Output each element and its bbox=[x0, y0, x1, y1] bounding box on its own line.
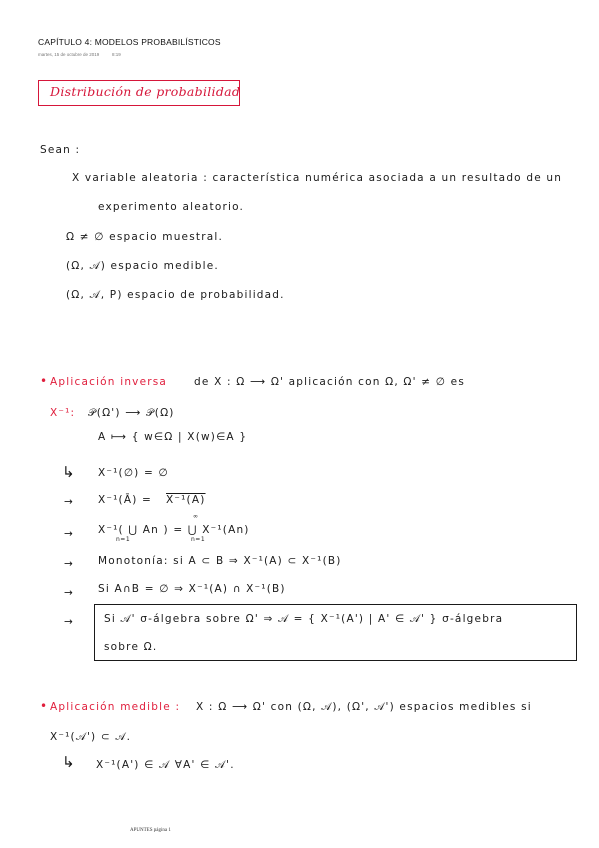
def-omega: Ω ≠ ∅ espacio muestral. bbox=[66, 231, 223, 243]
union-subscript: n=1 bbox=[116, 536, 131, 543]
inverse-map: 𝒫(Ω') ⟶ 𝒫(Ω) bbox=[88, 407, 175, 419]
sean-label: Sean : bbox=[40, 144, 81, 156]
page-date: martes, 15 de octubre de 2019 bbox=[38, 52, 100, 57]
property-union: X⁻¹( ⋃ An ) = ⋃ X⁻¹(An) bbox=[98, 524, 250, 536]
union-superscript: ∞ bbox=[193, 513, 200, 520]
measurable-definition: X : Ω ⟶ Ω' con (Ω, 𝒜), (Ω', 𝒜') espacios medibles si bbox=[196, 701, 532, 713]
measurable-condition: X⁻¹(𝒜') ⊂ 𝒜. bbox=[50, 731, 132, 743]
page-footer: APUNTES página 1 bbox=[130, 828, 171, 833]
bullet: • bbox=[40, 374, 49, 388]
def-variable-line2: experimento aleatorio. bbox=[98, 201, 245, 213]
property-complement-rhs: X⁻¹(A) bbox=[166, 494, 206, 506]
property-arrow: → bbox=[64, 528, 74, 540]
page-title: CAPÍTULO 4: MODELOS PROBABILÍSTICOS bbox=[38, 37, 221, 47]
property-monotonia: Monotonía: si A ⊂ B ⇒ X⁻¹(A) ⊂ X⁻¹(B) bbox=[98, 555, 342, 567]
property-complement-lhs: X⁻¹(Ā) = bbox=[98, 494, 153, 506]
measurable-label: Aplicación medible : bbox=[50, 701, 181, 713]
inverse-label: Aplicación inversa bbox=[50, 376, 168, 388]
def-probability-space: (Ω, 𝒜, P) espacio de probabilidad. bbox=[66, 289, 285, 301]
property-disjoint: Si A∩B = ∅ ⇒ X⁻¹(A) ∩ X⁻¹(B) bbox=[98, 583, 286, 595]
def-measurable-space: (Ω, 𝒜) espacio medible. bbox=[66, 260, 219, 272]
union-subscript: n=1 bbox=[191, 536, 206, 543]
property-arrow: → bbox=[64, 558, 74, 570]
property-arrow: → bbox=[64, 616, 74, 628]
measurable-equivalence: X⁻¹(A') ∈ 𝒜 ∀A' ∈ 𝒜'. bbox=[96, 759, 235, 771]
inverse-definition: de X : Ω ⟶ Ω' aplicación con Ω, Ω' ≠ ∅ es bbox=[194, 376, 466, 388]
sigma-algebra-line2: sobre Ω. bbox=[104, 641, 158, 653]
inverse-symbol: X⁻¹: bbox=[50, 407, 76, 419]
sigma-algebra-line1: Si 𝒜' σ-álgebra sobre Ω' ⇒ 𝒜 = { X⁻¹(A') | A' ∈ 𝒜' } σ-álgebra bbox=[104, 613, 504, 625]
inverse-map-element: A ⟼ { w∈Ω | X(w)∈A } bbox=[98, 431, 248, 443]
property-arrow: ↳ bbox=[62, 463, 76, 481]
property-arrow: → bbox=[64, 587, 74, 599]
property-arrow: → bbox=[64, 496, 74, 508]
property-arrow: ↳ bbox=[62, 753, 76, 771]
page-time: 8:19 bbox=[112, 52, 121, 57]
property-empty: X⁻¹(∅) = ∅ bbox=[98, 467, 169, 479]
bullet: • bbox=[40, 699, 49, 713]
def-variable-line1: X variable aleatoria : característica numérica asociada a un resultado de un bbox=[72, 172, 563, 184]
section-title: Distribución de probabilidad bbox=[50, 84, 241, 99]
